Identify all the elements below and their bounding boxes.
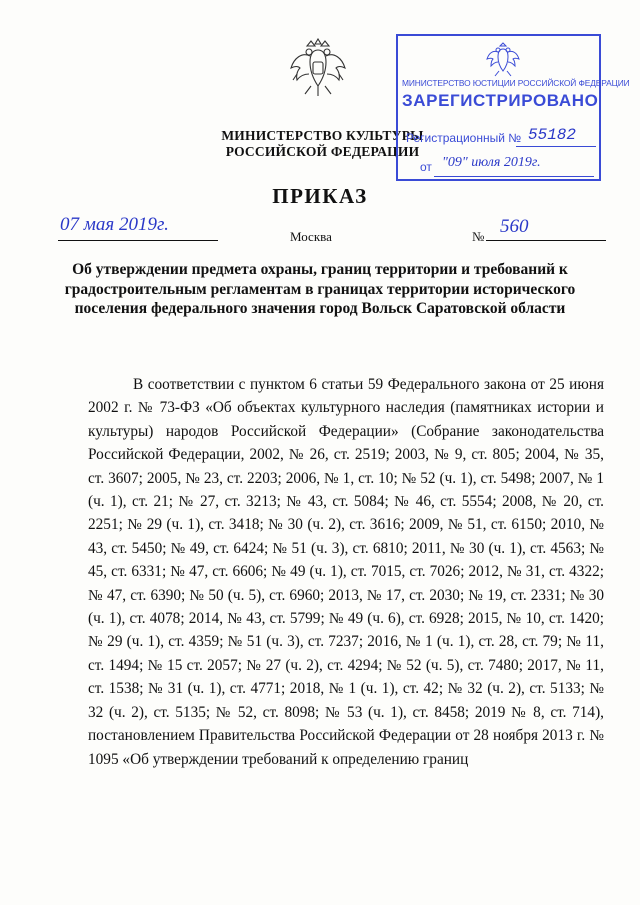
- date-underline: [58, 240, 218, 241]
- city: Москва: [290, 229, 332, 244]
- stamp-status: ЗАРЕГИСТРИРОВАНО: [402, 91, 599, 110]
- stamp-date-value: "09" июля 2019г.: [442, 155, 541, 170]
- stamp-date-label: от: [420, 160, 432, 174]
- stamp-date-underline: [434, 176, 594, 177]
- document-type: ПРИКАЗ: [272, 184, 368, 208]
- double-headed-eagle-icon: [289, 38, 347, 100]
- number-label: №: [472, 229, 485, 244]
- body-paragraph: В соответствии с пунктом 6 статьи 59 Федерального закона от 25 июня 2002 г. № 73-ФЗ «Об объектах культурного наследия (памятниках истории и культуры) народов Российской Федерации» (Собрание законодательства Российской Федерации, 2002, № 26, ст. 2519; 2003, № 9, ст. 805; 2004, № 35, ст. 3607; 2005, № 23, ст. 2203; 2006, № 1, ст. 10; № 52 (ч. 1), ст. 5498; 2007, № 1 (ч. 1), ст. 21; № 27, ст. 3213; № 43, ст. 5084; № 46, ст. 5554; 2008, № 20, ст. 2251; № 29 (ч. 1), ст. 3418; № 30 (ч. 2), ст. 3616; 2009, № 51, ст. 6150; 2010, № 43, ст. 5450; № 49, ст. 6424; № 51 (ч. 3), ст. 6810; 2011, № 30 (ч. 1), ст. 4563; № 45, ст. 6331; № 47, ст. 6606; № 49 (ч. 1), ст. 7015, ст. 7026; 2012, № 31, ст. 4322; № 47, ст. 6390; № 50 (ч. 5), ст. 6960; 2013, № 17, ст. 2030; № 19, ст. 2331; № 30 (ч. 1), ст. 4078; 2014, № 43, ст. 5799; № 49 (ч. 6), ст. 6928; 2015, № 10, ст. 1420; № 29 (ч. 1), ст. 4359; № 51 (ч. 3), ст. 7237; 2016, № 1 (ч. 1), ст. 28, ст. 79; № 11, ст. 1494; № 15 ст. 2057; № 27 (ч. 2), ст. 4294; № 52 (ч. 5), ст. 7480; 2017, № 11, ст. 1538; № 31 (ч. 1), ст. 4771; 2018, № 1 (ч. 1), ст. 42; № 32 (ч. 2), ст. 5133; № 32 (ч. 2), ст. 5135; № 52, ст. 8098; № 53 (ч. 1), ст. 8458; 2019 № 8, ст. 714), постановлением Правительства Российской Федерации от 28 ноября 2013 г. № 1095 «Об утверждении требований к определению границ: [88, 376, 604, 768]
- stamp-eagle-icon: [486, 42, 520, 78]
- number-underline: [486, 240, 606, 241]
- document-title: Об утверждении предмета охраны, границ территории и требований к градостроительным регламентам в границах территории исторического поселения федерального значения город Вольск Саратовской области: [64, 261, 576, 317]
- stamp-ministry: МИНИСТЕРСТВО ЮСТИЦИИ РОССИЙСКОЙ ФЕДЕРАЦИИ: [402, 78, 630, 88]
- ministry-line-2: РОССИЙСКОЙ ФЕДЕРАЦИИ: [225, 144, 420, 159]
- stamp-reg-label: Регистрационный №: [406, 131, 522, 145]
- stamp-reg-underline: [516, 146, 596, 147]
- order-date: 07 мая 2019г.: [60, 214, 169, 235]
- document-body: [88, 373, 604, 771]
- registration-stamp: [396, 34, 630, 181]
- stamp-reg-number: 55182: [528, 126, 577, 144]
- ministry-line-1: МИНИСТЕРСТВО КУЛЬТУРЫ: [221, 128, 424, 143]
- order-number: 560: [500, 216, 529, 237]
